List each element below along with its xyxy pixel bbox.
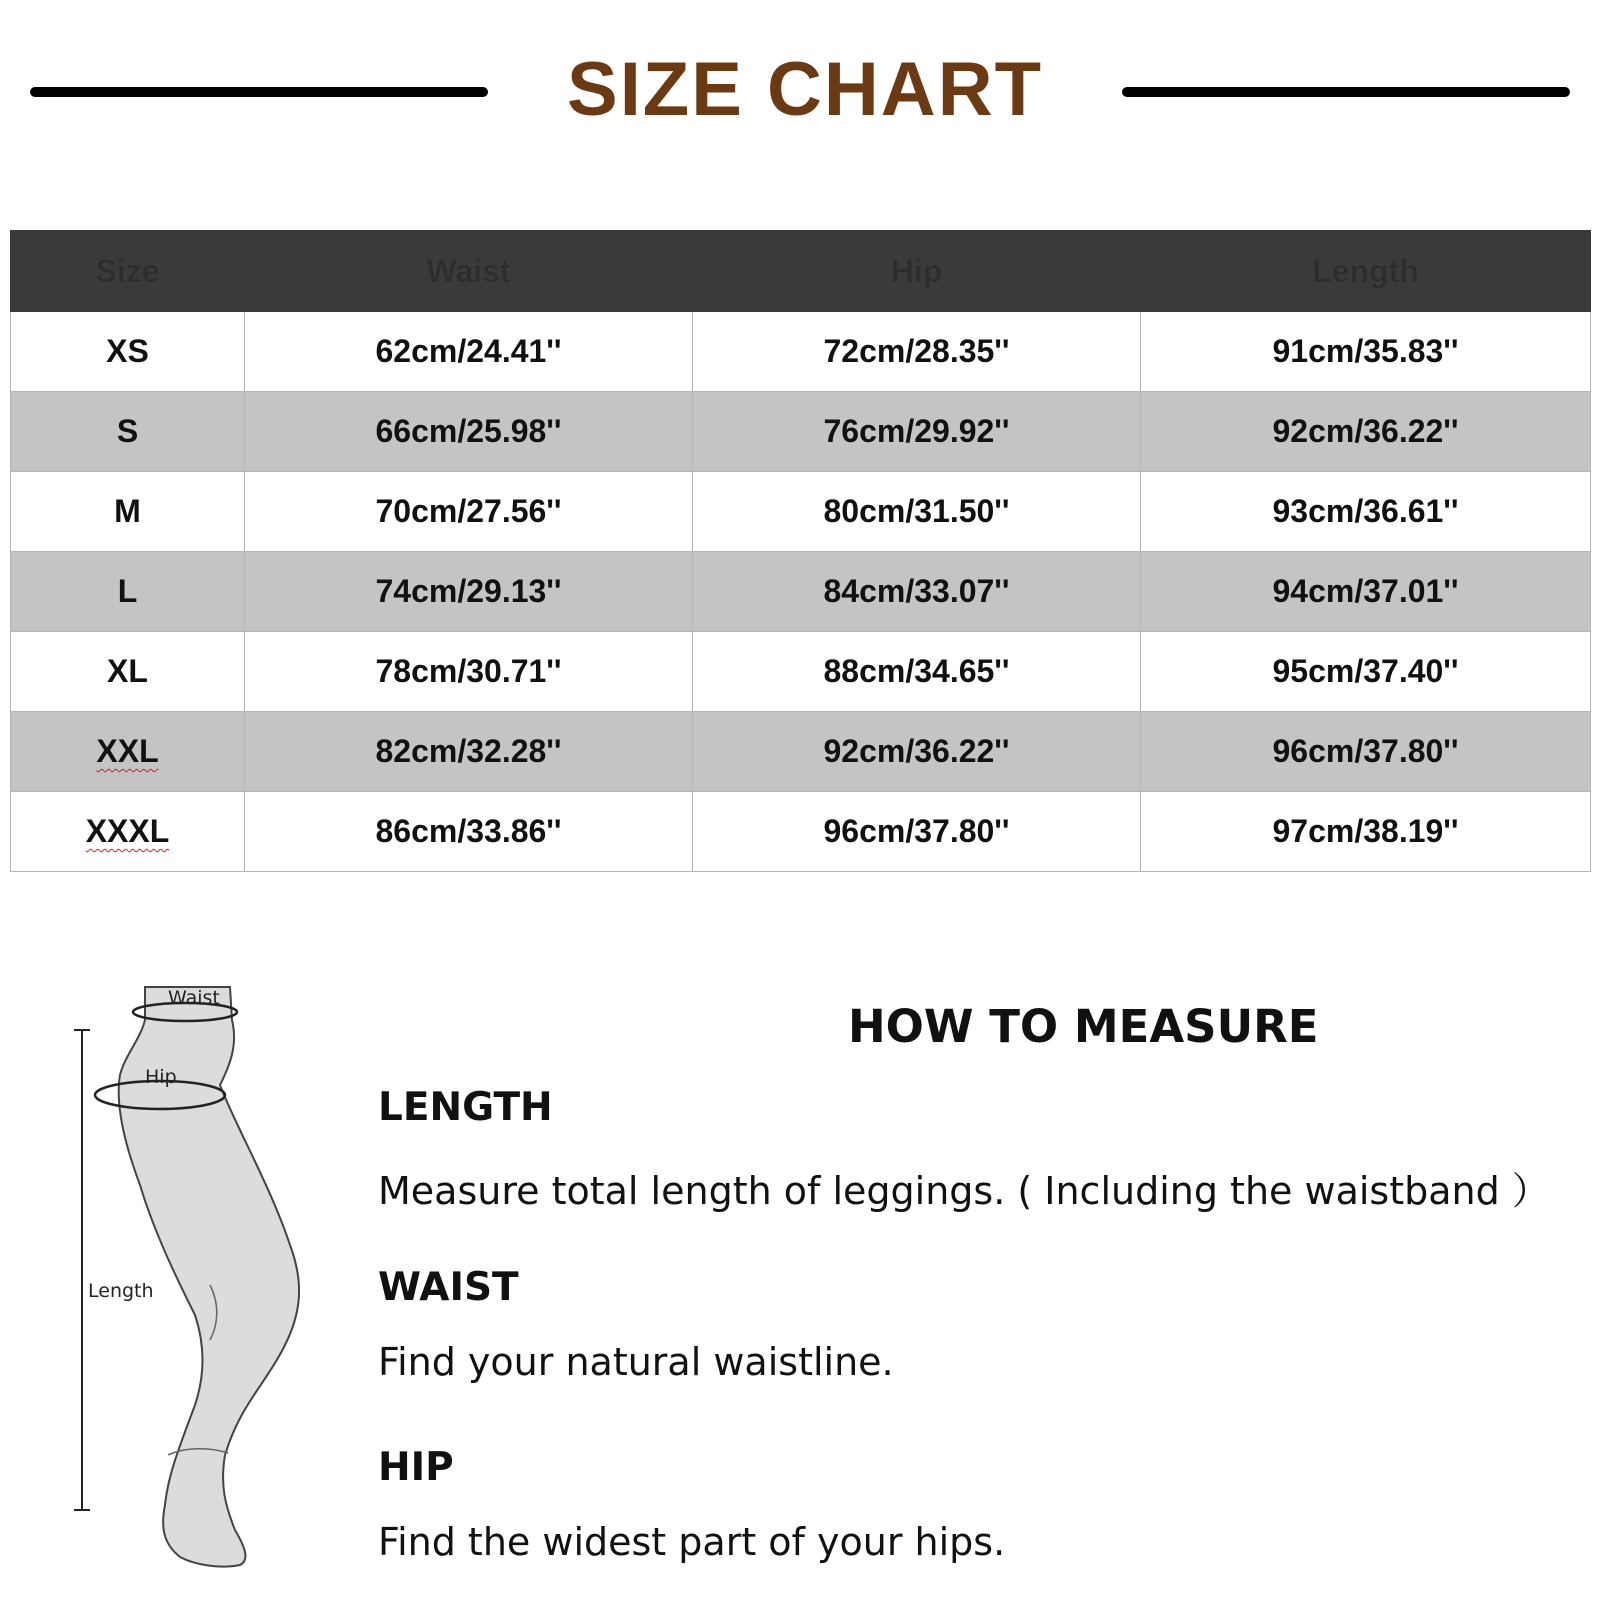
table-row [11, 632, 1591, 712]
length-cell: 96cm/37.80'' [1141, 712, 1591, 792]
table-row [11, 712, 1591, 792]
length-figure-label: Length [88, 1280, 154, 1302]
table-row [11, 472, 1591, 552]
header-rule-left [30, 87, 488, 97]
size-label: XXL [96, 733, 159, 769]
size-cell: XL [11, 632, 245, 712]
waist-cell: 86cm/33.86'' [245, 792, 693, 872]
hip-cell: 92cm/36.22'' [693, 712, 1141, 792]
hip-cell: 96cm/37.80'' [693, 792, 1141, 872]
waist-cell: 78cm/30.71'' [245, 632, 693, 712]
column-header-hip: Hip [693, 231, 1141, 312]
size-cell [11, 712, 245, 792]
leggings-figure [60, 985, 360, 1585]
waist-cell: 70cm/27.56'' [245, 472, 693, 552]
hip-cell: 76cm/29.92'' [693, 392, 1141, 472]
waist-cell: 66cm/25.98'' [245, 392, 693, 472]
waist-cell: 74cm/29.13'' [245, 552, 693, 632]
length-cell: 92cm/36.22'' [1141, 392, 1591, 472]
hip-cell: 80cm/31.50'' [693, 472, 1141, 552]
table-header-row [11, 231, 1591, 312]
size-label: XXXL [85, 813, 170, 849]
length-cell: 95cm/37.40'' [1141, 632, 1591, 712]
hip-cell: 88cm/34.65'' [693, 632, 1141, 712]
length-cell: 94cm/37.01'' [1141, 552, 1591, 632]
table-row [11, 792, 1591, 872]
length-cell: 91cm/35.83'' [1141, 312, 1591, 392]
how-to-measure-title: HOW TO MEASURE [848, 1000, 1319, 1053]
hip-instruction: Find the widest part of your hips. [378, 1520, 1006, 1564]
table-row [11, 552, 1591, 632]
waist-figure-label: Waist [168, 987, 220, 1009]
size-table [10, 230, 1591, 872]
length-cell: 93cm/36.61'' [1141, 472, 1591, 552]
waist-cell: 82cm/32.28'' [245, 712, 693, 792]
waist-heading: WAIST [378, 1265, 519, 1310]
header-rule-right [1122, 87, 1570, 97]
waist-cell: 62cm/24.41'' [245, 312, 693, 392]
waist-instruction: Find your natural waistline. [378, 1340, 894, 1384]
table-row [11, 392, 1591, 472]
size-cell: XS [11, 312, 245, 392]
table-row [11, 312, 1591, 392]
hip-cell: 72cm/28.35'' [693, 312, 1141, 392]
column-header-length: Length [1141, 231, 1591, 312]
size-cell: S [11, 392, 245, 472]
hip-figure-label: Hip [145, 1066, 177, 1088]
page-title: SIZE CHART [567, 47, 1043, 132]
leggings-illustration [60, 985, 360, 1585]
length-cell: 97cm/38.19'' [1141, 792, 1591, 872]
hip-heading: HIP [378, 1445, 454, 1490]
size-cell: M [11, 472, 245, 552]
column-header-waist: Waist [245, 231, 693, 312]
column-header-size: Size [11, 231, 245, 312]
size-cell [11, 792, 245, 872]
size-cell: L [11, 552, 245, 632]
length-instruction: Measure total length of leggings. ( Including the waistband ） [378, 1169, 1550, 1213]
hip-cell: 84cm/33.07'' [693, 552, 1141, 632]
length-heading: LENGTH [378, 1085, 553, 1130]
